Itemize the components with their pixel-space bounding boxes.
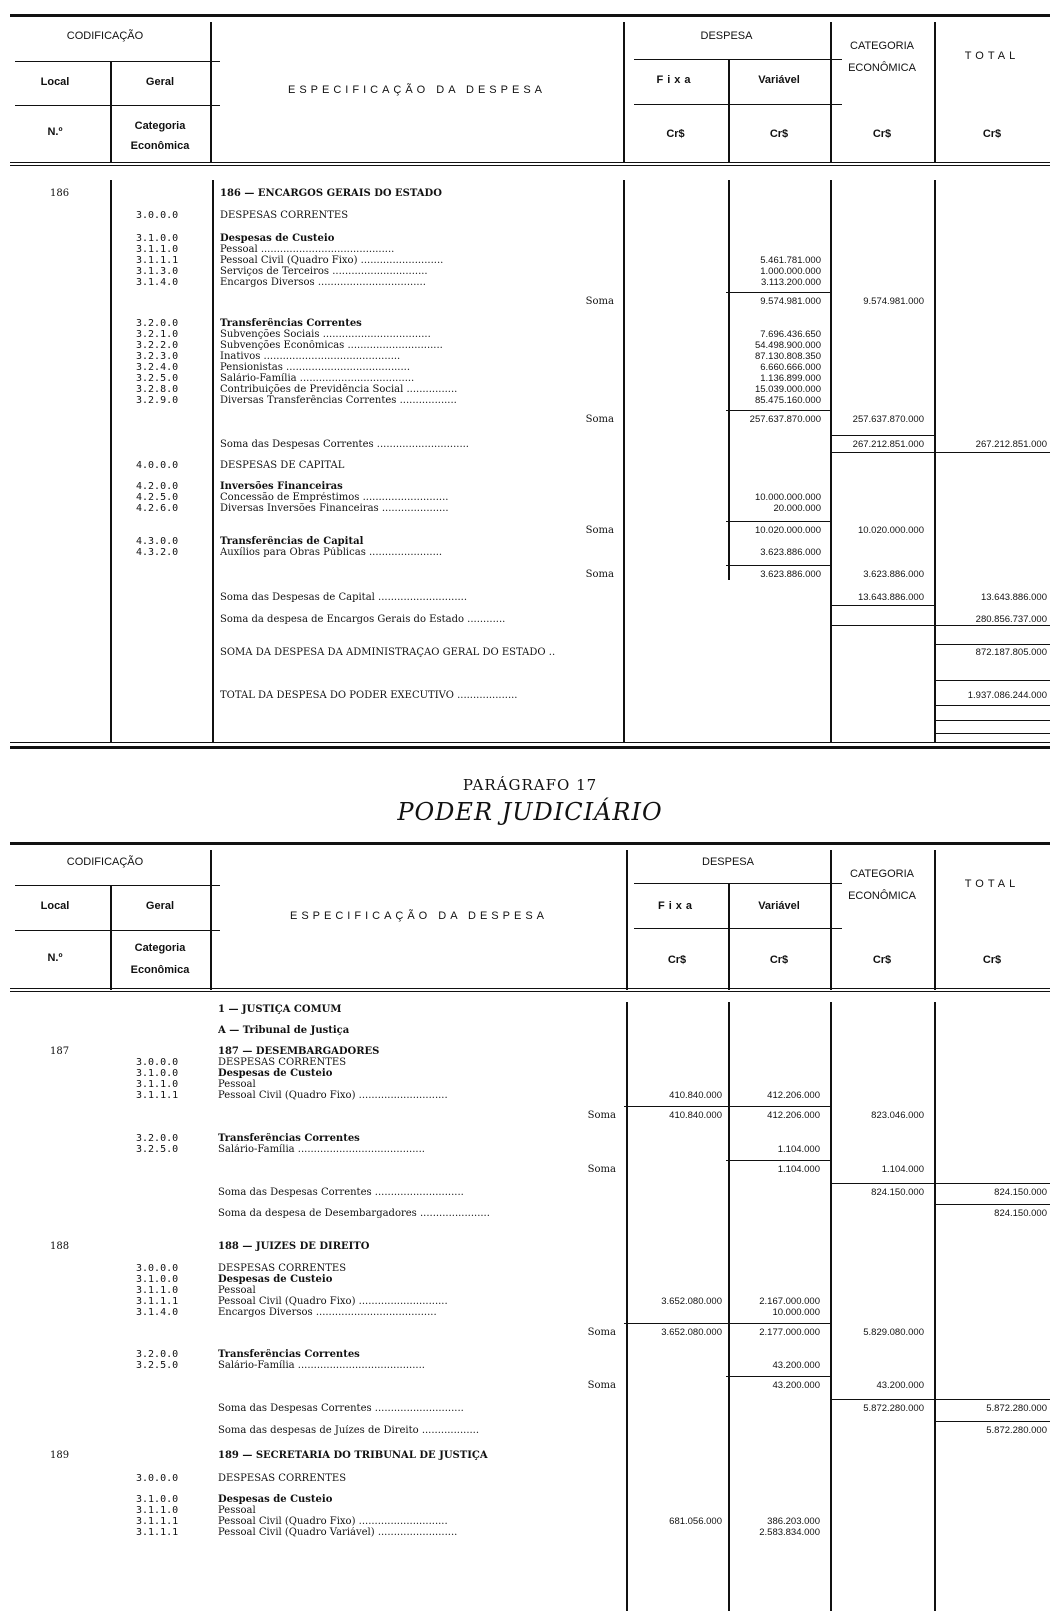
row-soma-label: Soma: [585, 414, 614, 425]
row-description: 1 — JUSTIÇA COMUM: [218, 1004, 342, 1015]
row-categoria-value: 824.150.000: [871, 1187, 924, 1198]
row-description: Subvenções Econômicas ..............................: [220, 340, 443, 351]
row-variavel-value: 3.623.886.000: [760, 569, 821, 580]
row-description: 187 — DESEMBARGADORES: [218, 1046, 380, 1057]
header-codificacao-2: CODIFICAÇÃO: [66, 856, 144, 868]
header-categoria-eco-2: CATEGORIA: [850, 868, 914, 880]
sum-rule: [934, 452, 1050, 453]
row-description: Soma das Despesas Correntes ............................: [218, 1403, 464, 1414]
row-local-code: 187: [50, 1046, 70, 1057]
row-fixa-value: 410.840.000: [669, 1090, 722, 1101]
header-currency-categoria-2: Cr$: [872, 954, 892, 966]
row-geral-code: 3.1.1.1: [136, 1527, 179, 1538]
row-variavel-value: 43.200.000: [772, 1360, 820, 1371]
sum-rule: [934, 1421, 1050, 1422]
row-geral-code: 4.2.6.0: [136, 503, 179, 514]
header-geral-2: Geral: [145, 900, 175, 912]
row-geral-code: 4.2.5.0: [136, 492, 179, 503]
row-soma-label: Soma: [587, 1327, 616, 1338]
sum-rule: [934, 1204, 1050, 1205]
sum-rule: [934, 644, 1050, 645]
paragraph-title: PODER JUDICIÁRIO: [397, 798, 663, 826]
row-description: Pessoal: [218, 1079, 256, 1090]
row-total-value: 280.856.737.000: [975, 614, 1047, 625]
row-variavel-value: 2.583.834.000: [759, 1527, 820, 1538]
sum-rule: [726, 1376, 830, 1377]
row-variavel-value: 1.000.000.000: [760, 266, 821, 277]
row-description: Pessoal Civil (Quadro Fixo) ............................: [218, 1296, 448, 1307]
row-categoria-value: 43.200.000: [876, 1380, 924, 1391]
row-description: Transferências Correntes: [220, 318, 362, 329]
row-local-code: 186: [50, 188, 70, 199]
header-despesa: DESPESA: [700, 30, 753, 42]
row-geral-code: 4.3.2.0: [136, 547, 179, 558]
row-description: DESPESAS DE CAPITAL: [220, 460, 345, 471]
row-description: Inversões Financeiras: [220, 481, 343, 492]
row-fixa-value: 410.840.000: [669, 1110, 722, 1121]
row-variavel-value: 2.167.000.000: [759, 1296, 820, 1307]
row-geral-code: 3.2.0.0: [136, 1133, 179, 1144]
header-variavel: Variável: [758, 74, 800, 86]
row-local-code: 189: [50, 1450, 70, 1461]
row-description: Salário-Família ....................................: [220, 373, 415, 384]
row-description: Contribuições de Previdência Social ................: [220, 384, 458, 395]
row-description: Pensionistas .......................................: [220, 362, 411, 373]
sum-rule: [934, 625, 1050, 626]
row-variavel-value: 1.104.000: [777, 1144, 820, 1155]
row-description: Soma da despesa de Desembargadores ......................: [218, 1208, 490, 1219]
header-currency-variavel-2: Cr$: [769, 954, 789, 966]
row-variavel-value: 6.660.666.000: [760, 362, 821, 373]
row-variavel-value: 412.206.000: [767, 1110, 820, 1121]
budget-table-judiciario: [10, 842, 1050, 1611]
sum-rule: [830, 1183, 934, 1184]
row-description: 188 — JUIZES DE DIREITO: [218, 1241, 370, 1252]
row-description: 186 — ENCARGOS GERAIS DO ESTADO: [220, 188, 442, 199]
row-geral-code: 3.2.5.0: [136, 1360, 179, 1371]
row-geral-code: 4.2.0.0: [136, 481, 179, 492]
row-categoria-value: 13.643.886.000: [857, 592, 924, 603]
header-currency-fixa: Cr$: [666, 128, 685, 140]
header-currency-categoria: Cr$: [872, 128, 892, 140]
row-description: Transferências Correntes: [218, 1133, 360, 1144]
row-categoria-value: 9.574.981.000: [863, 296, 924, 307]
header-especificacao-2: ESPECIFICAÇÃO DA DESPESA: [290, 910, 548, 922]
row-variavel-value: 15.039.000.000: [754, 384, 821, 395]
row-description: Soma da despesa de Encargos Gerais do Estado ............: [220, 614, 506, 625]
row-description: 189 — SECRETARIA DO TRIBUNAL DE JUSTIÇA: [218, 1450, 488, 1461]
row-geral-code: 3.2.2.0: [136, 340, 179, 351]
row-geral-code: 3.0.0.0: [136, 1473, 179, 1484]
row-description: Auxílios para Obras Públicas .......................: [220, 547, 443, 558]
row-description: Encargos Diversos ......................................: [218, 1307, 437, 1318]
row-categoria-value: 1.104.000: [881, 1164, 924, 1175]
row-geral-code: 3.1.1.1: [136, 1516, 179, 1527]
row-geral-code: 3.1.1.1: [136, 1090, 179, 1101]
row-geral-code: 3.2.3.0: [136, 351, 179, 362]
row-geral-code: 3.2.5.0: [136, 373, 179, 384]
row-total-value: 872.187.805.000: [975, 647, 1047, 658]
sum-rule: [624, 1323, 728, 1324]
row-soma-label: Soma: [587, 1380, 616, 1391]
sum-rule: [830, 452, 934, 453]
header-local: Local: [40, 76, 70, 88]
row-description: Transferências de Capital: [220, 536, 364, 547]
row-categoria-value: 5.872.280.000: [863, 1403, 924, 1414]
row-description: Inativos ...........................................: [220, 351, 401, 362]
row-variavel-value: 85.475.160.000: [754, 395, 821, 406]
row-variavel-value: 43.200.000: [772, 1380, 820, 1391]
row-variavel-value: 412.206.000: [767, 1090, 820, 1101]
sum-rule: [934, 680, 1050, 681]
row-total-value: 267.212.851.000: [975, 439, 1047, 450]
sum-rule: [934, 1183, 1050, 1184]
row-geral-code: 3.1.1.0: [136, 1079, 179, 1090]
row-variavel-value: 9.574.981.000: [760, 296, 821, 307]
row-description: Pessoal Civil (Quadro Fixo) ............................: [218, 1516, 448, 1527]
row-description: Despesas de Custeio: [220, 233, 335, 244]
row-variavel-value: 10.000.000.000: [754, 492, 821, 503]
row-geral-code: 3.2.1.0: [136, 329, 179, 340]
header-geral: Geral: [145, 76, 175, 88]
row-variavel-value: 5.461.781.000: [760, 255, 821, 266]
header-categoria-2: Categoria: [134, 942, 186, 954]
row-variavel-value: 87.130.808.350: [754, 351, 821, 362]
row-soma-label: Soma: [585, 569, 614, 580]
sum-rule: [624, 1106, 728, 1107]
header-currency-total-2: Cr$: [982, 954, 1002, 966]
row-total-value: 824.150.000: [994, 1187, 1047, 1198]
row-variavel-value: 3.113.200.000: [760, 277, 821, 288]
header-variavel-2: Variável: [758, 900, 800, 912]
header-total-2: TOTAL: [964, 878, 1020, 890]
header-despesa-2: DESPESA: [702, 856, 754, 868]
row-categoria-value: 267.212.851.000: [852, 439, 924, 450]
sum-rule: [726, 292, 830, 293]
row-description: Salário-Família ........................................: [218, 1360, 425, 1371]
row-categoria-value: 823.046.000: [871, 1110, 924, 1121]
row-description: Pessoal Civil (Quadro Fixo) ............................: [218, 1090, 448, 1101]
row-description: Diversas Inversões Financeiras .....................: [220, 503, 449, 514]
row-categoria-value: 3.623.886.000: [863, 569, 924, 580]
row-geral-code: 3.1.1.1: [136, 1296, 179, 1307]
row-geral-code: 3.1.4.0: [136, 1307, 179, 1318]
row-variavel-value: 257.637.870.000: [749, 414, 821, 425]
row-variavel-value: 7.696.436.650: [760, 329, 821, 340]
row-geral-code: 3.2.0.0: [136, 318, 179, 329]
header-numero: N.º: [47, 126, 63, 138]
row-description: Soma das despesas de Juízes de Direito ..................: [218, 1425, 480, 1436]
row-variavel-value: 10.000.000: [772, 1307, 820, 1318]
row-geral-code: 3.1.0.0: [136, 1274, 179, 1285]
header-codificacao: CODIFICAÇÃO: [66, 30, 144, 42]
paragraph-label: PARÁGRAFO 17: [462, 776, 598, 794]
row-geral-code: 3.2.0.0: [136, 1349, 179, 1360]
row-description: Pessoal: [218, 1505, 256, 1516]
header-currency-total: Cr$: [982, 128, 1002, 140]
row-geral-code: 3.2.8.0: [136, 384, 179, 395]
row-geral-code: 3.2.5.0: [136, 1144, 179, 1155]
row-description: Despesas de Custeio: [218, 1068, 333, 1079]
budget-table-executivo: [10, 14, 1050, 752]
header-economica-2: Econômica: [130, 964, 190, 976]
row-description: Pessoal: [218, 1285, 256, 1296]
row-description: Soma das Despesas Correntes ............................: [218, 1187, 464, 1198]
row-geral-code: 3.1.1.0: [136, 244, 179, 255]
row-geral-code: 3.2.9.0: [136, 395, 179, 406]
row-description: Transferências Correntes: [218, 1349, 360, 1360]
row-description: SOMA DA DESPESA DA ADMINISTRAÇÃO GERAL DO ESTADO ..: [220, 647, 556, 658]
sum-rule: [726, 521, 830, 522]
row-categoria-value: 257.637.870.000: [852, 414, 924, 425]
row-geral-code: 3.1.1.0: [136, 1285, 179, 1296]
sum-rule: [830, 1399, 934, 1400]
row-description: DESPESAS CORRENTES: [220, 210, 349, 221]
row-variavel-value: 1.136.899.000: [760, 373, 821, 384]
row-description: Salário-Família ........................................: [218, 1144, 425, 1155]
row-description: Soma das Despesas de Capital ............................: [220, 592, 468, 603]
sum-rule: [726, 1106, 830, 1107]
sum-rule: [934, 705, 1050, 706]
row-description: DESPESAS CORRENTES: [218, 1263, 347, 1274]
header-local-2: Local: [40, 900, 70, 912]
sum-rule: [726, 1323, 830, 1324]
header-categoria: Categoria: [134, 120, 186, 132]
row-geral-code: 4.0.0.0: [136, 460, 179, 471]
row-geral-code: 3.1.0.0: [136, 233, 179, 244]
header-currency-fixa-2: Cr$: [667, 954, 687, 966]
row-fixa-value: 3.652.080.000: [661, 1327, 722, 1338]
row-soma-label: Soma: [585, 296, 614, 307]
row-variavel-value: 10.020.000.000: [754, 525, 821, 536]
row-description: Soma das Despesas Correntes .............................: [220, 439, 469, 450]
row-soma-label: Soma: [587, 1164, 616, 1175]
row-geral-code: 3.1.4.0: [136, 277, 179, 288]
row-fixa-value: 3.652.080.000: [661, 1296, 722, 1307]
row-variavel-value: 20.000.000: [773, 503, 821, 514]
sum-rule: [830, 435, 934, 436]
header-fixa: Fixa: [656, 74, 695, 86]
sum-rule: [934, 1399, 1050, 1400]
row-soma-label: Soma: [585, 525, 614, 536]
row-geral-code: 3.0.0.0: [136, 210, 179, 221]
sum-rule: [726, 565, 830, 566]
row-total-value: 824.150.000: [994, 1208, 1047, 1219]
row-description: Diversas Transferências Correntes ..................: [220, 395, 457, 406]
row-variavel-value: 54.498.900.000: [754, 340, 821, 351]
row-description: Despesas de Custeio: [218, 1494, 333, 1505]
row-total-value: 13.643.886.000: [980, 592, 1047, 603]
row-geral-code: 3.0.0.0: [136, 1263, 179, 1274]
sum-rule: [934, 720, 1050, 721]
row-geral-code: 4.3.0.0: [136, 536, 179, 547]
row-description: DESPESAS CORRENTES: [218, 1057, 347, 1068]
row-variavel-value: 3.623.886.000: [760, 547, 821, 558]
row-description: Pessoal Civil (Quadro Variável) .........................: [218, 1527, 458, 1538]
sum-rule: [726, 1160, 830, 1161]
row-geral-code: 3.1.0.0: [136, 1494, 179, 1505]
row-variavel-value: 1.104.000: [777, 1164, 820, 1175]
header-fixa-2: Fixa: [657, 900, 696, 912]
row-description: Concessão de Empréstimos ...........................: [220, 492, 449, 503]
sum-rule: [726, 410, 830, 411]
row-geral-code: 3.1.1.1: [136, 255, 179, 266]
row-variavel-value: 386.203.000: [767, 1516, 820, 1527]
row-total-value: 1.937.086.244.000: [967, 690, 1047, 701]
row-geral-code: 3.0.0.0: [136, 1057, 179, 1068]
row-total-value: 5.872.280.000: [986, 1425, 1047, 1436]
row-geral-code: 3.1.1.0: [136, 1505, 179, 1516]
row-fixa-value: 681.056.000: [669, 1516, 722, 1527]
row-description: Subvenções Sociais ..................................: [220, 329, 431, 340]
sum-rule: [830, 625, 934, 626]
row-geral-code: 3.2.4.0: [136, 362, 179, 373]
row-description: Encargos Diversos ..................................: [220, 277, 426, 288]
sum-rule: [830, 605, 934, 606]
row-total-value: 5.872.280.000: [986, 1403, 1047, 1414]
header-economica: Econômica: [130, 140, 190, 152]
row-geral-code: 3.1.3.0: [136, 266, 179, 277]
header-especificacao: ESPECIFICAÇÃO DA DESPESA: [288, 84, 546, 96]
row-categoria-value: 10.020.000.000: [857, 525, 924, 536]
header-total: TOTAL: [964, 50, 1020, 62]
header-economica-eco: ECONÔMICA: [848, 62, 916, 74]
sum-rule: [934, 733, 1050, 734]
row-soma-label: Soma: [587, 1110, 616, 1121]
row-local-code: 188: [50, 1241, 70, 1252]
row-variavel-value: 2.177.000.000: [759, 1327, 820, 1338]
header-numero-2: N.º: [47, 952, 63, 964]
row-description: Pessoal ..........................................: [220, 244, 395, 255]
header-currency-variavel: Cr$: [769, 128, 789, 140]
row-description: TOTAL DA DESPESA DO PODER EXECUTIVO ...................: [220, 690, 518, 701]
row-description: A — Tribunal de Justiça: [218, 1025, 350, 1036]
row-geral-code: 3.1.0.0: [136, 1068, 179, 1079]
header-economica-eco-2: ECONÔMICA: [848, 890, 916, 902]
header-categoria-eco: CATEGORIA: [850, 40, 914, 52]
row-description: Serviços de Terceiros ..............................: [220, 266, 428, 277]
row-description: Pessoal Civil (Quadro Fixo) ..........................: [220, 255, 444, 266]
row-categoria-value: 5.829.080.000: [863, 1327, 924, 1338]
row-description: Despesas de Custeio: [218, 1274, 333, 1285]
row-description: DESPESAS CORRENTES: [218, 1473, 347, 1484]
